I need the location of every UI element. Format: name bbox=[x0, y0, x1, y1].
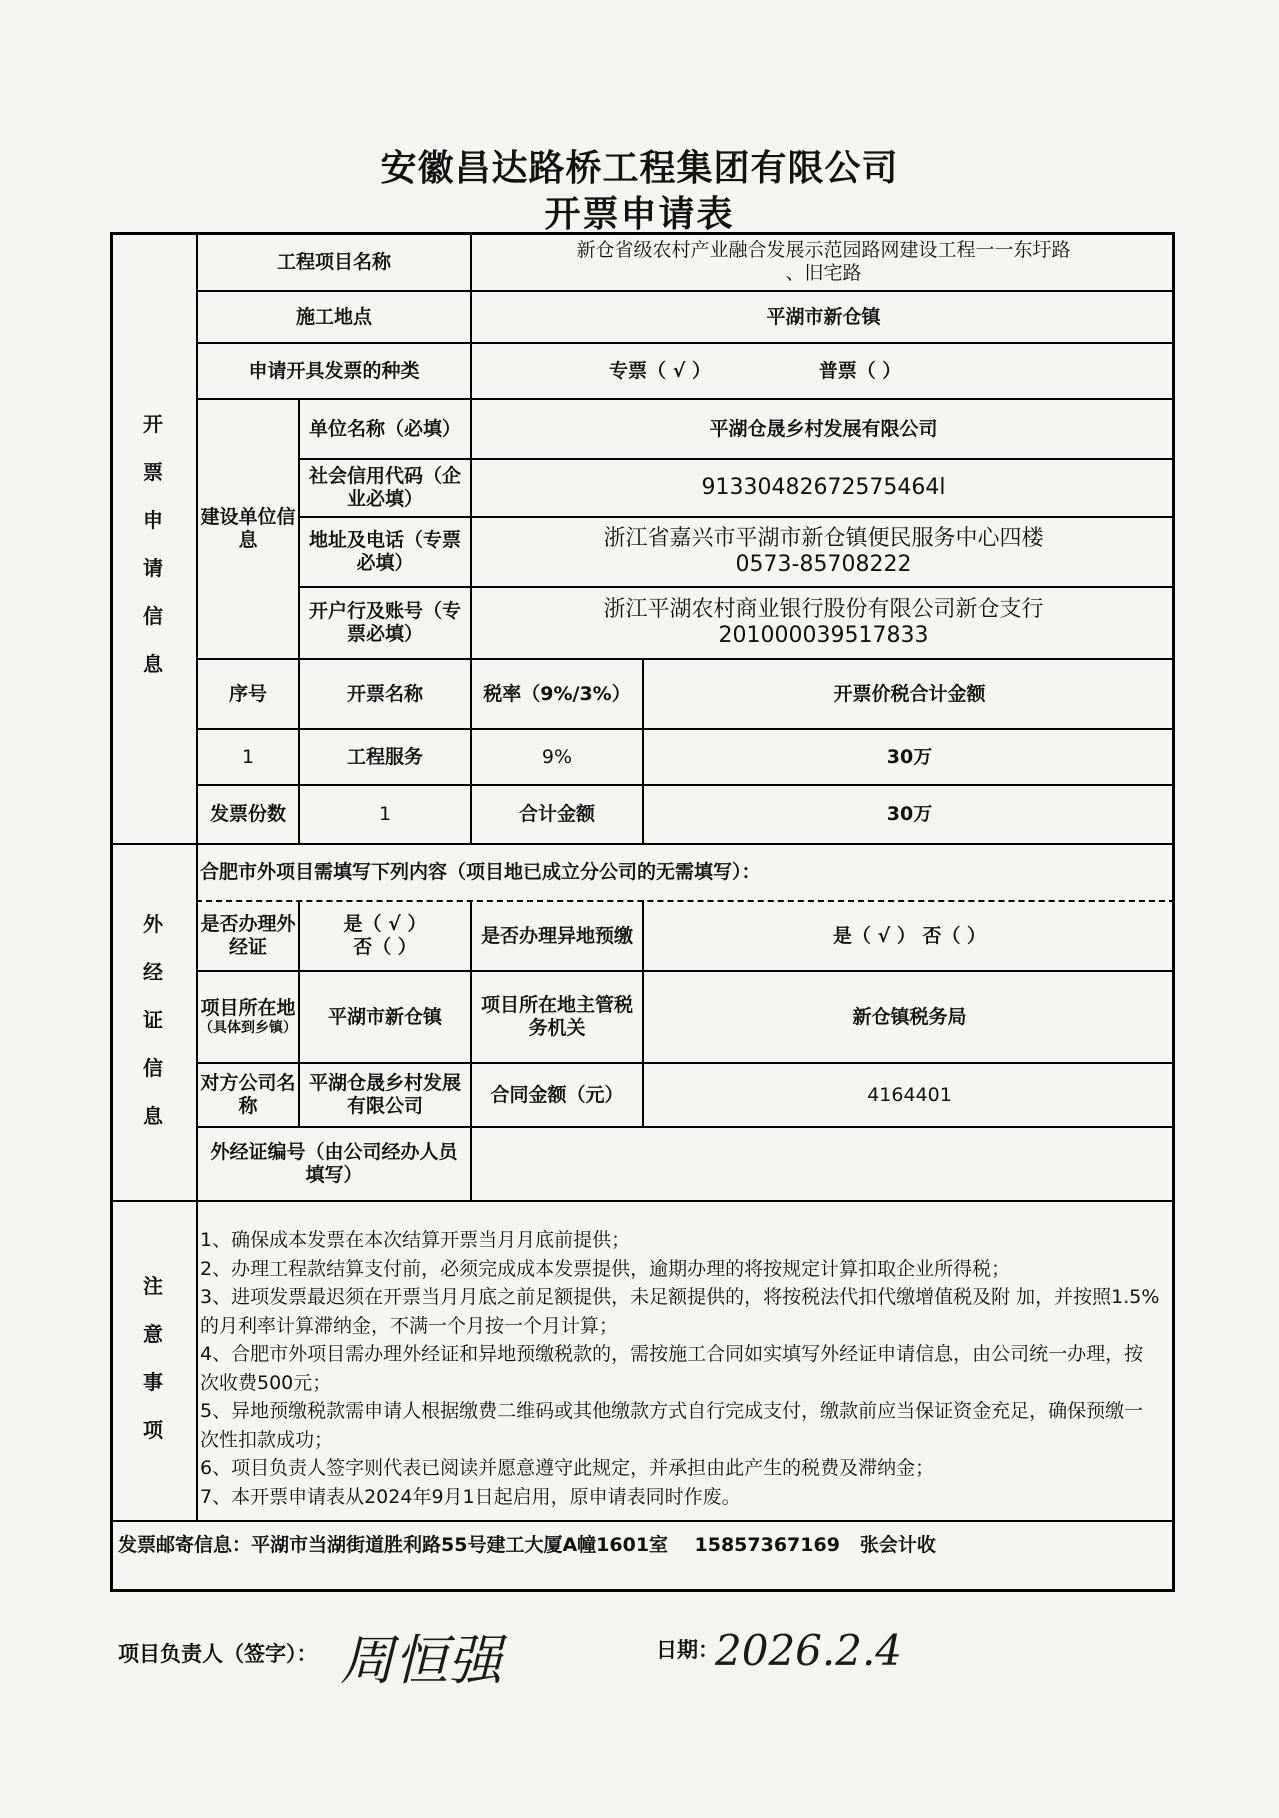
section-notes: 注 意 事 项 bbox=[143, 1274, 163, 1442]
counterparty-value: 平湖仓晟乡村发展有限公司 bbox=[308, 1072, 461, 1117]
items-header-seq: 序号 bbox=[228, 682, 267, 705]
location-value: 平湖市新仓镇 bbox=[327, 1005, 442, 1028]
signature-date: 2026.2.4 bbox=[715, 1626, 903, 1675]
invoice-type-normal: 普票（ ） bbox=[818, 359, 902, 382]
note-item: 7、本开票申请表从2024年9月1日起启用，原申请表同时作废。 bbox=[200, 1485, 741, 1508]
outbound-intro: 合肥市外项目需填写下列内容（项目地已成立分公司的无需填写）： bbox=[200, 861, 761, 884]
prepay-options: 是（ √ ） 否（ ） bbox=[832, 924, 987, 947]
note-item: 2、办理工程款结算支付前，必须完成成本发票提供，逾期办理的将按规定计算扣取企业所得税； bbox=[200, 1257, 1011, 1280]
company-title: 安徽昌达路桥工程集团有限公司 bbox=[380, 148, 899, 189]
unit-label: 单位名称（必填） bbox=[308, 417, 461, 440]
note-item: 3、进项发票最迟须在开票当月月底之前足额提供，未足额提供的，将按税法代扣代缴增值税及附 加，并按照1.5%的月利率计算滞纳金，不满一个月按一个月计算； bbox=[200, 1286, 1160, 1337]
items-row-seq: 1 bbox=[241, 745, 255, 768]
copies-value: 1 bbox=[378, 803, 392, 826]
builder-group-label: 建设单位信息 bbox=[200, 506, 296, 551]
items-header-tax-rate: 税率（9%/3%） bbox=[483, 682, 631, 705]
total-value: 30万 bbox=[886, 803, 933, 826]
cert-options: 是（ √ ） 否（ ） bbox=[343, 913, 427, 958]
signature: 周恒强 bbox=[340, 1629, 502, 1692]
unit-value: 平湖仓晟乡村发展有限公司 bbox=[709, 417, 938, 440]
copies-label: 发票份数 bbox=[209, 803, 286, 826]
credit-code-label: 社会信用代码（企业必填） bbox=[308, 465, 461, 510]
tax-office-label: 项目所在地主管税务机关 bbox=[480, 994, 633, 1039]
form-title: 开票申请表 bbox=[544, 194, 735, 235]
note-item: 1、确保成本发票在本次结算开票当月月底前提供； bbox=[200, 1229, 631, 1251]
contract-value: 4164401 bbox=[867, 1083, 952, 1106]
section-outbound-cert: 外 经 证 信 息 bbox=[143, 912, 163, 1128]
items-header-amount: 开票价税合计金额 bbox=[833, 682, 986, 705]
signer-label: 项目负责人（签字）： bbox=[118, 1642, 318, 1666]
counterparty-label: 对方公司名称 bbox=[200, 1072, 296, 1117]
cert-label: 是否办理外经证 bbox=[200, 913, 296, 958]
items-row-name: 工程服务 bbox=[346, 745, 423, 768]
note-item: 4、合肥市外项目需办理外经证和异地预缴税款的，需按施工合同如实填写外经证申请信息，由公司统一办理，按次收费500元； bbox=[200, 1343, 1144, 1394]
location-label: 项目所在地 （具体到乡镇） bbox=[199, 997, 297, 1036]
note-item: 5、异地预缴税款需申请人根据缴费二维码或其他缴款方式自行完成支付，缴款前应当保证资金充足，确保预缴一次性扣款成功； bbox=[200, 1400, 1144, 1451]
prepay-label: 是否办理异地预缴 bbox=[480, 924, 633, 947]
total-label: 合计金额 bbox=[518, 803, 595, 826]
bank-value: 浙江平湖农村商业银行股份有限公司新仓支行 201000039517833 bbox=[603, 596, 1044, 648]
credit-code-value: 91330482672575464l bbox=[701, 474, 946, 500]
invoice-type-special: 专票（ √ ） bbox=[609, 359, 711, 382]
address-value: 浙江省嘉兴市平湖市新仓镇便民服务中心四楼 0573-85708222 bbox=[603, 525, 1044, 577]
cert-number-label: 外经证编号（由公司经办人员填写） bbox=[210, 1141, 458, 1186]
invoice-type-label: 申请开具发票的种类 bbox=[248, 359, 420, 382]
items-row-amount: 30万 bbox=[886, 745, 933, 768]
items-row-tax-rate: 9% bbox=[541, 745, 573, 768]
date-label: 日期： bbox=[656, 1638, 719, 1662]
project-name-label: 工程项目名称 bbox=[276, 250, 391, 273]
notes-list bbox=[200, 1226, 1160, 1511]
site-value: 平湖市新仓镇 bbox=[766, 305, 881, 328]
address-label: 地址及电话（专票必填） bbox=[308, 529, 461, 574]
site-label: 施工地点 bbox=[295, 305, 372, 328]
contract-label: 合同金额（元） bbox=[490, 1083, 624, 1106]
items-header-name: 开票名称 bbox=[346, 682, 423, 705]
bank-label: 开户行及账号（专票必填） bbox=[308, 600, 461, 645]
cert-number-value[interactable] bbox=[472, 1128, 1175, 1200]
project-name-value: 新仓省级农村产业融合发展示范园路网建设工程一一东圩路 、旧宅路 bbox=[576, 239, 1071, 284]
note-item: 6、项目负责人签字则代表已阅读并愿意遵守此规定，并承担由此产生的税费及滞纳金； bbox=[200, 1457, 935, 1479]
mailing-info: 发票邮寄信息：平湖市当湖街道胜利路55号建工大厦A幢1601室 15857367169 张会计收 bbox=[118, 1534, 936, 1556]
tax-office-value: 新仓镇税务局 bbox=[852, 1005, 967, 1028]
section-invoice-info: 开 票 申 请 信 息 bbox=[143, 412, 163, 676]
